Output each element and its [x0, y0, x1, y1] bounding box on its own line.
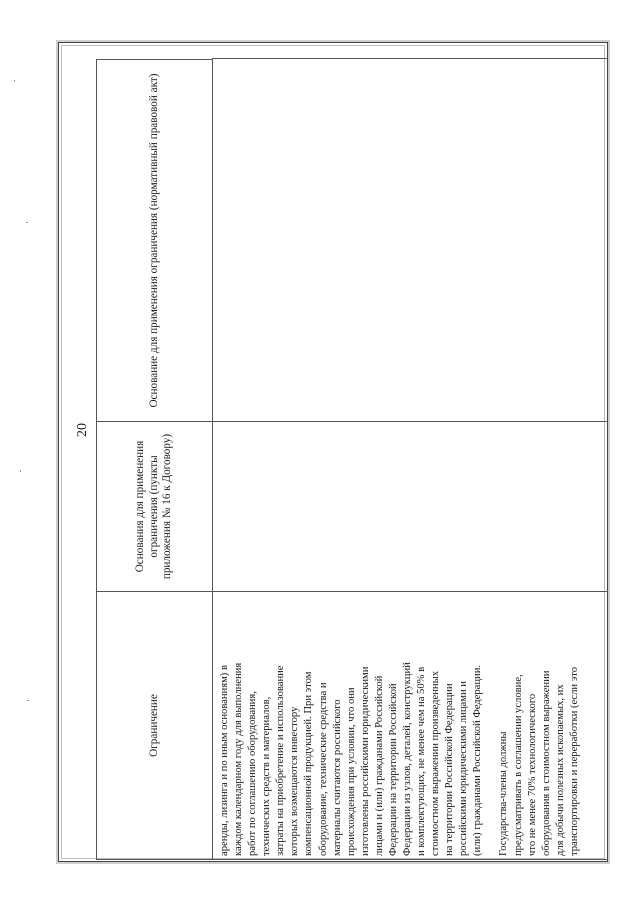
header-grounds-legal-act: Основание для применения ограничения (нормативный правовой акт): [96, 59, 212, 422]
restrictions-table: [96, 42, 608, 860]
scan-speck: [27, 700, 29, 701]
table-border-right: [212, 58, 608, 59]
scan-speck: [14, 80, 15, 82]
column-divider: [212, 421, 608, 422]
restriction-paragraph: аренды, лизинга и по иным основаниям) в каждом календарном году для выполнения работ по соглашению оборудования, технических средств и материалов, затраты на приобретение и использование которых возмещаются инвестору компенсационной продукцией. При этом оборудование, технические средства и материалы считаются российского происхождения при условии, что они изготовлены российскими юридическими лицами и (или) гражданами Российской Федерации на территории Российской Федерации из узлов, деталей, конструкций и комплектующих, не менее чем на 50% в стоимостном выражении произведенных на территории Российской Федерации российскими юридическими лицами и (или) гражданами Российской Федерации.: [219, 662, 484, 856]
header-restriction: Ограничение: [96, 592, 212, 860]
scan-speck: [26, 222, 28, 223]
rotated-document-page: [60, 42, 608, 860]
restriction-paragraph: Государства-члены должны предусматривать в соглашении условие, что не менее 70% технологического оборудования в стоимостном выражении для добычи полезных ископаемых, их транспортировки и переработки (если это: [498, 666, 580, 856]
header-bottom-rule: [212, 59, 213, 860]
column-divider: [212, 591, 608, 592]
scan-speck: [20, 470, 21, 472]
table-border-left: [212, 859, 608, 860]
restriction-cell: [218, 594, 594, 856]
page-number: 20: [75, 423, 90, 437]
header-grounds-appendix: Основания для применения ограничения (пункты приложения № 16 к Договору): [96, 422, 212, 592]
